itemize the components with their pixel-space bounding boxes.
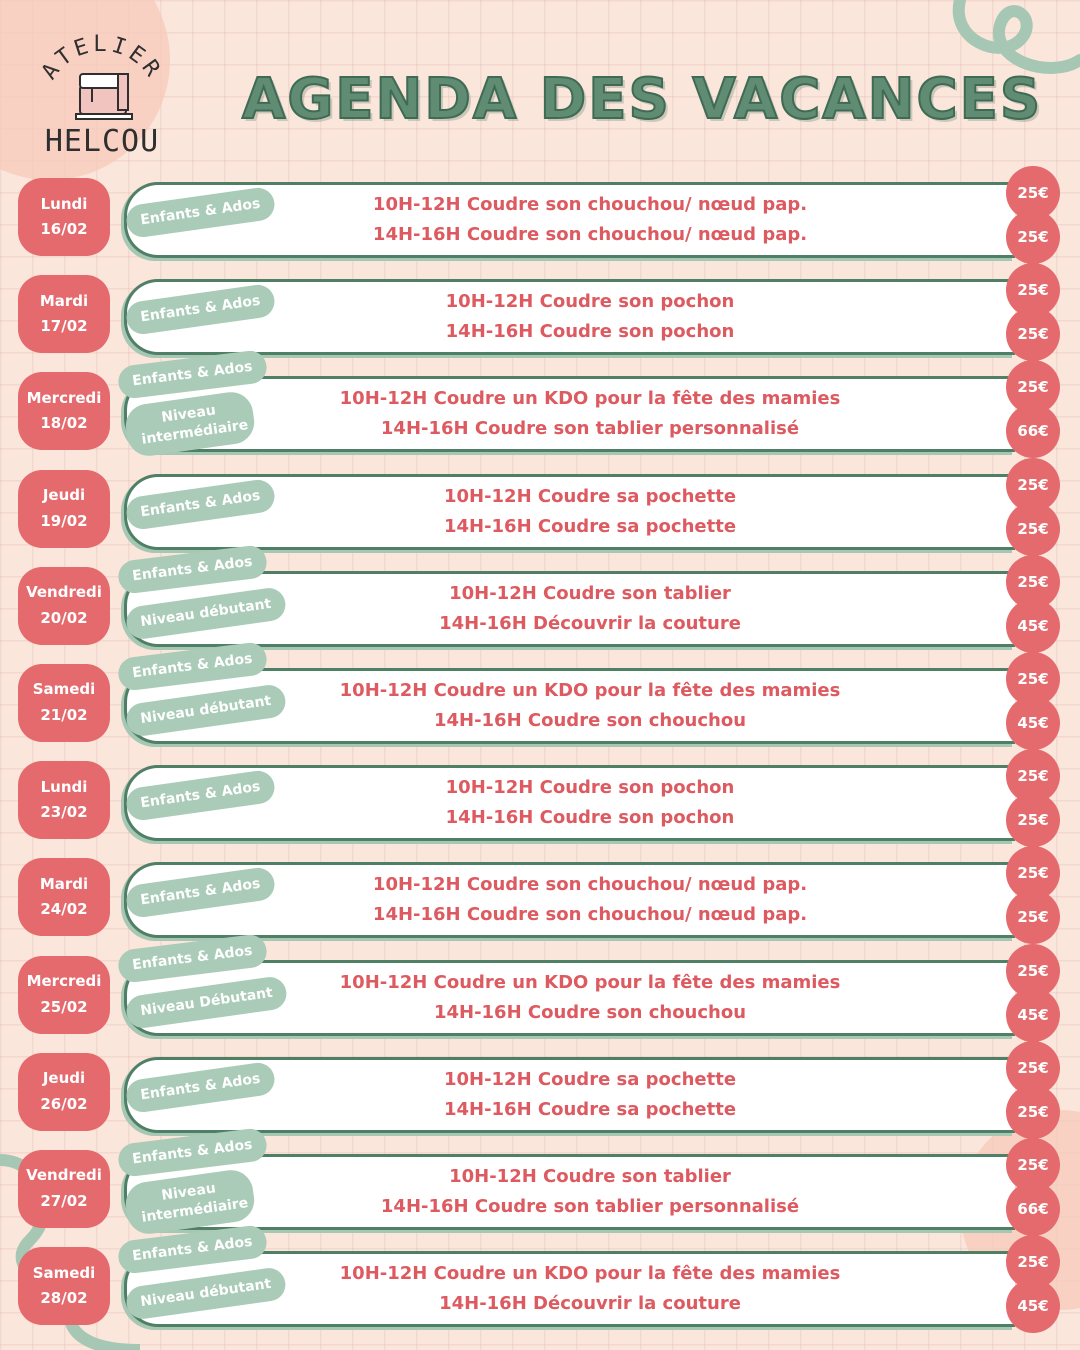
- day-date: 20/02: [40, 608, 88, 627]
- session-list: [240, 1259, 940, 1319]
- day-badge: [18, 470, 110, 548]
- logo-arc: [22, 28, 182, 128]
- morning-price-badge: 25€: [1006, 166, 1060, 220]
- afternoon-price-badge: 25€: [1006, 210, 1060, 264]
- session-list: [240, 482, 940, 542]
- afternoon-session: 14H-16H Coudre son chouchou/ nœud pap.: [372, 224, 808, 245]
- morning-price-badge: 25€: [1006, 555, 1060, 609]
- day-badge: [18, 372, 110, 450]
- day-name: Mercredi: [26, 972, 102, 990]
- day-name: Lundi: [40, 194, 88, 213]
- level-tag: Niveau intermédiaire: [123, 390, 257, 459]
- session-list: [240, 1162, 940, 1222]
- brand-logo: [22, 28, 182, 164]
- logo-arc-text: ATELIER: [37, 32, 167, 85]
- day-name: Samedi: [32, 680, 96, 699]
- schedule-row: [0, 751, 1080, 847]
- day-badge: [18, 178, 110, 256]
- morning-session: 10H-12H Coudre un KDO pour la fête des mamies: [339, 971, 841, 993]
- day-date: 24/02: [40, 900, 88, 919]
- morning-session: 10H-12H Coudre sa pochette: [443, 1068, 737, 1090]
- afternoon-price-badge: 45€: [1006, 696, 1060, 750]
- audience-tag: Enfants & Ados: [124, 1060, 276, 1113]
- afternoon-session: 14H-16H Coudre son chouchou/ nœud pap.: [372, 904, 808, 926]
- day-badge: [18, 1247, 110, 1325]
- morning-session: 10H-12H Coudre son chouchou/ nœud pap.: [372, 194, 808, 215]
- audience-tag: Enfants & Ados: [124, 283, 276, 336]
- session-list: [240, 870, 940, 930]
- level-tag: Niveau débutant: [124, 683, 287, 738]
- session-list: [240, 676, 940, 736]
- morning-session: 10H-12H Coudre un KDO pour la fête des mamies: [339, 388, 841, 410]
- afternoon-session: 14H-16H Coudre sa pochette: [443, 515, 737, 537]
- afternoon-session: 14H-16H Coudre son chouchou: [433, 709, 747, 731]
- morning-session: 10H-12H Coudre un KDO pour la fête des mamies: [339, 1263, 841, 1285]
- session-list: [240, 1065, 940, 1125]
- morning-session: 10H-12H Coudre son chouchou/ nœud pap.: [372, 874, 808, 896]
- audience-tag: Enfants & Ados: [117, 544, 269, 595]
- schedule-row: [0, 848, 1080, 944]
- schedule-list: [0, 168, 1080, 1334]
- morning-price-badge: 25€: [1006, 846, 1060, 900]
- day-date: 16/02: [40, 220, 88, 238]
- day-date: 23/02: [40, 803, 88, 822]
- day-date: 21/02: [40, 705, 88, 724]
- level-tag: Niveau intermédiaire: [123, 1167, 257, 1236]
- afternoon-session: 14H-16H Coudre son tablier personnalisé: [380, 418, 800, 440]
- schedule-row: [0, 265, 1080, 361]
- morning-session: 10H-12H Coudre son tablier: [449, 582, 731, 604]
- day-name: Samedi: [32, 1263, 96, 1282]
- afternoon-price-badge: 25€: [1006, 793, 1060, 847]
- audience-tag: Enfants & Ados: [117, 1224, 269, 1275]
- afternoon-session: 14H-16H Découvrir la couture: [439, 1293, 741, 1315]
- afternoon-session: 14H-16H Découvrir la couture: [439, 612, 741, 634]
- morning-price-badge: 25€: [1006, 1235, 1060, 1289]
- morning-price-badge: 25€: [1006, 360, 1060, 414]
- day-badge: [18, 1150, 110, 1228]
- afternoon-session: 14H-16H Coudre son chouchou: [433, 1001, 747, 1023]
- morning-session: 10H-12H Coudre son pochon: [445, 777, 735, 799]
- day-name: Mardi: [39, 874, 89, 893]
- morning-session: 10H-12H Coudre un KDO pour la fête des mamies: [339, 679, 841, 701]
- level-tag: Niveau débutant: [124, 586, 287, 641]
- schedule-row: [0, 942, 1080, 1042]
- afternoon-price-badge: 25€: [1006, 307, 1060, 361]
- day-badge: [18, 956, 110, 1034]
- day-name: Lundi: [40, 777, 88, 796]
- audience-tag: Enfants & Ados: [124, 477, 276, 530]
- day-date: 19/02: [40, 511, 88, 530]
- day-name: Jeudi: [42, 1069, 86, 1088]
- schedule-row: [0, 553, 1080, 653]
- day-date: 28/02: [40, 1289, 88, 1308]
- session-list: [240, 384, 940, 444]
- day-date: 17/02: [40, 317, 88, 336]
- day-date: 18/02: [40, 414, 88, 433]
- audience-tag: Enfants & Ados: [117, 349, 269, 400]
- afternoon-price-badge: 66€: [1006, 404, 1060, 458]
- day-badge: [18, 761, 110, 839]
- morning-price-badge: 25€: [1006, 263, 1060, 317]
- afternoon-price-badge: 25€: [1006, 502, 1060, 556]
- audience-tag: Enfants & Ados: [124, 866, 276, 919]
- session-list: [240, 773, 940, 833]
- day-date: 26/02: [40, 1094, 88, 1113]
- afternoon-price-badge: 25€: [1006, 1085, 1060, 1139]
- day-badge: [18, 275, 110, 353]
- day-badge: [18, 664, 110, 742]
- sewing-machine-icon: [76, 74, 132, 119]
- brand-name: HELCOU: [44, 124, 160, 159]
- audience-tag: Enfants & Ados: [117, 1127, 269, 1178]
- schedule-row: [0, 359, 1080, 458]
- afternoon-price-badge: 45€: [1006, 1279, 1060, 1333]
- morning-price-badge: 25€: [1006, 944, 1060, 998]
- afternoon-session: 14H-16H Coudre son pochon: [445, 807, 735, 829]
- day-badge: [18, 567, 110, 645]
- day-name: Vendredi: [26, 583, 102, 602]
- morning-price-badge: 25€: [1006, 749, 1060, 803]
- morning-session: 10H-12H Coudre son tablier: [449, 1165, 731, 1187]
- session-list: [240, 190, 940, 250]
- schedule-row: [0, 1136, 1080, 1236]
- audience-tag: Enfants & Ados: [124, 186, 276, 239]
- afternoon-price-badge: 66€: [1006, 1182, 1060, 1236]
- session-list: [240, 287, 940, 347]
- level-tag: Niveau débutant: [124, 1266, 287, 1321]
- afternoon-session: 14H-16H Coudre son tablier personnalisé: [380, 1195, 800, 1217]
- afternoon-price-badge: 25€: [1006, 890, 1060, 944]
- afternoon-session: 14H-16H Coudre son pochon: [445, 321, 735, 343]
- day-name: Mardi: [39, 291, 89, 310]
- schedule-row: [0, 1043, 1080, 1139]
- day-badge: [18, 1053, 110, 1131]
- schedule-row: [0, 168, 1080, 264]
- morning-session: 10H-12H Coudre son pochon: [445, 291, 735, 313]
- page-title: AGENDA DES VACANCES: [242, 67, 1043, 132]
- schedule-row: [0, 650, 1080, 750]
- day-name: Mercredi: [26, 388, 102, 407]
- day-badge: [18, 858, 110, 936]
- audience-tag: Enfants & Ados: [117, 933, 269, 984]
- day-name: Jeudi: [42, 486, 86, 505]
- afternoon-price-badge: 45€: [1006, 988, 1060, 1042]
- afternoon-price-badge: 45€: [1006, 599, 1060, 653]
- session-list: [240, 579, 940, 639]
- morning-price-badge: 25€: [1006, 652, 1060, 706]
- audience-tag: Enfants & Ados: [124, 769, 276, 822]
- morning-price-badge: 25€: [1006, 1041, 1060, 1095]
- level-tag: Niveau Débutant: [124, 974, 288, 1029]
- morning-price-badge: 25€: [1006, 1138, 1060, 1192]
- audience-tag: Enfants & Ados: [117, 641, 269, 692]
- day-name: Vendredi: [26, 1166, 102, 1185]
- schedule-row: [0, 1233, 1080, 1333]
- session-list: [240, 968, 940, 1028]
- morning-price-badge: 25€: [1006, 458, 1060, 512]
- schedule-row: [0, 460, 1080, 556]
- morning-session: 10H-12H Coudre sa pochette: [443, 485, 737, 507]
- day-date: 25/02: [40, 997, 88, 1016]
- afternoon-session: 14H-16H Coudre sa pochette: [443, 1098, 737, 1120]
- day-date: 27/02: [40, 1191, 88, 1210]
